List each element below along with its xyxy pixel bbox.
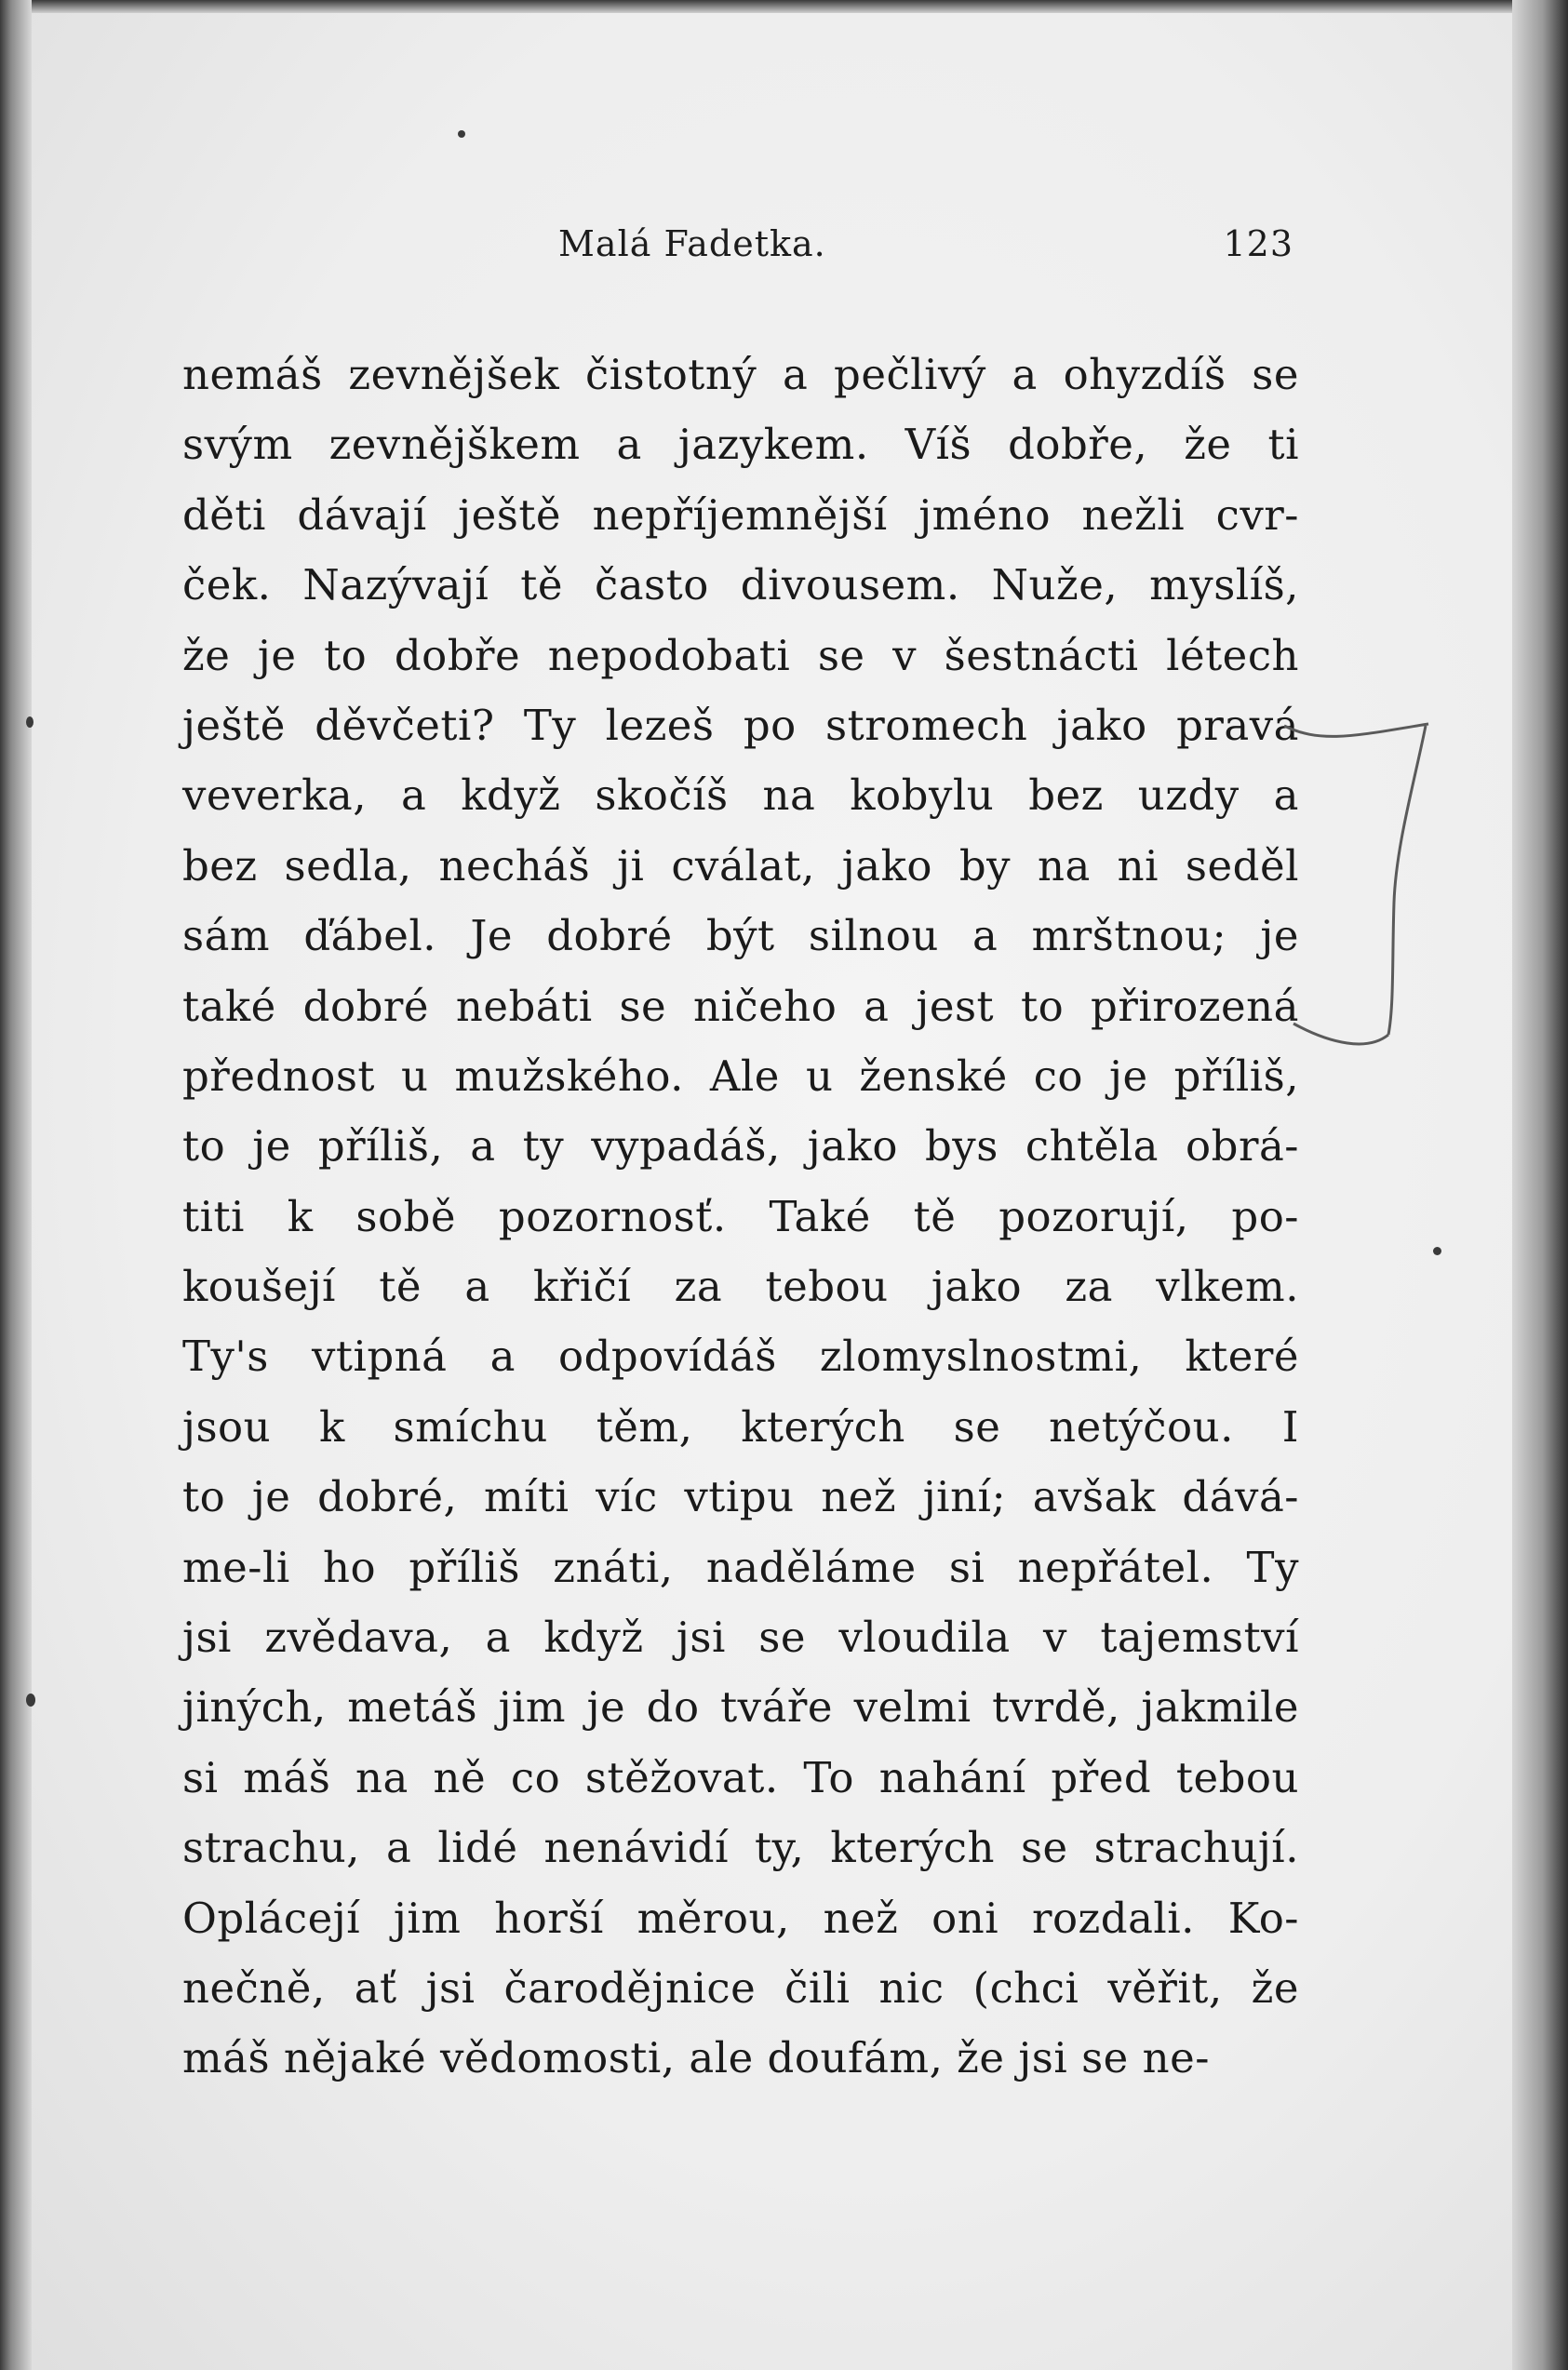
body-text	[182, 340, 1299, 2094]
ink-speck	[26, 1694, 35, 1707]
text-line: strachu, a lidé nenávidí ty, kterých se strachují.	[182, 1823, 1299, 1873]
pencil-bracket-mark	[1284, 707, 1452, 1070]
text-line: to je dobré, míti víc vtipu než jiní; avšak dává-	[182, 1472, 1299, 1522]
text-line: jsi zvědava, a když jsi se vloudila v tajemství	[182, 1613, 1299, 1663]
text-line: děti dávají ještě nepříjemnější jméno nežli cvr-	[182, 489, 1299, 540]
text-line: máš nějaké vědomosti, ale doufám, že jsi se ne-	[182, 2033, 1210, 2083]
text-line: me-li ho příliš znáti, naděláme si nepřátel. Ty	[182, 1542, 1299, 1592]
text-line: koušejí tě a křičí za tebou jako za vlkem.	[182, 1262, 1299, 1312]
text-line: Ty's vtipná a odpovídáš zlomyslnostmi, které	[182, 1332, 1299, 1382]
text-line: sám ďábel. Je dobré být silnou a mrštnou; je	[182, 911, 1299, 961]
text-line: bez sedla, necháš ji cválat, jako by na ni seděl	[182, 840, 1299, 890]
text-line: že je to dobře nepodobati se v šestnácti létech	[182, 630, 1299, 680]
text-line: přednost u mužského. Ale u ženské co je příliš,	[182, 1051, 1299, 1101]
text-line: nemáš zevnějšek čistotný a pečlivý a ohyzdíš se	[182, 350, 1299, 399]
text-line: jsou k smíchu těm, kterých se netýčou. I	[182, 1401, 1299, 1452]
scan-edge-top	[0, 0, 1568, 13]
text-line: nečně, ať jsi čarodějnice čili nic (chci věřit, že	[182, 1962, 1299, 2013]
text-line: si máš na ně co stěžovat. To nahání před tebou	[182, 1752, 1299, 1802]
running-title: Malá Fadetka.	[558, 223, 826, 264]
ink-speck	[458, 130, 465, 138]
text-line: titi k sobě pozornosť. Také tě pozorují, po-	[182, 1191, 1299, 1241]
running-header	[558, 223, 1293, 279]
page-number: 123	[1223, 223, 1293, 264]
text-line: veverka, a když skočíš na kobylu bez uzdy a	[182, 770, 1299, 821]
text-line: Oplácejí jim horší měrou, než oni rozdali. Ko-	[182, 1893, 1299, 1943]
text-line: svým zevnějškem a jazykem. Víš dobře, že ti	[182, 420, 1299, 470]
scan-edge-right	[1512, 0, 1568, 2370]
scan-edge-left	[0, 0, 32, 2370]
text-line: ček. Nazývají tě často divousem. Nuže, myslíš,	[182, 560, 1299, 610]
text-line: jiných, metáš jim je do tváře velmi tvrdě, jakmile	[182, 1682, 1299, 1733]
text-line: ještě děvčeti? Ty lezeš po stromech jako pravá	[182, 700, 1299, 750]
ink-speck	[26, 716, 34, 728]
ink-speck	[1433, 1247, 1441, 1255]
text-line: také dobré nebáti se ničeho a jest to přirozená	[182, 981, 1299, 1031]
text-line: to je příliš, a ty vypadáš, jako bys chtěla obrá-	[182, 1121, 1299, 1172]
